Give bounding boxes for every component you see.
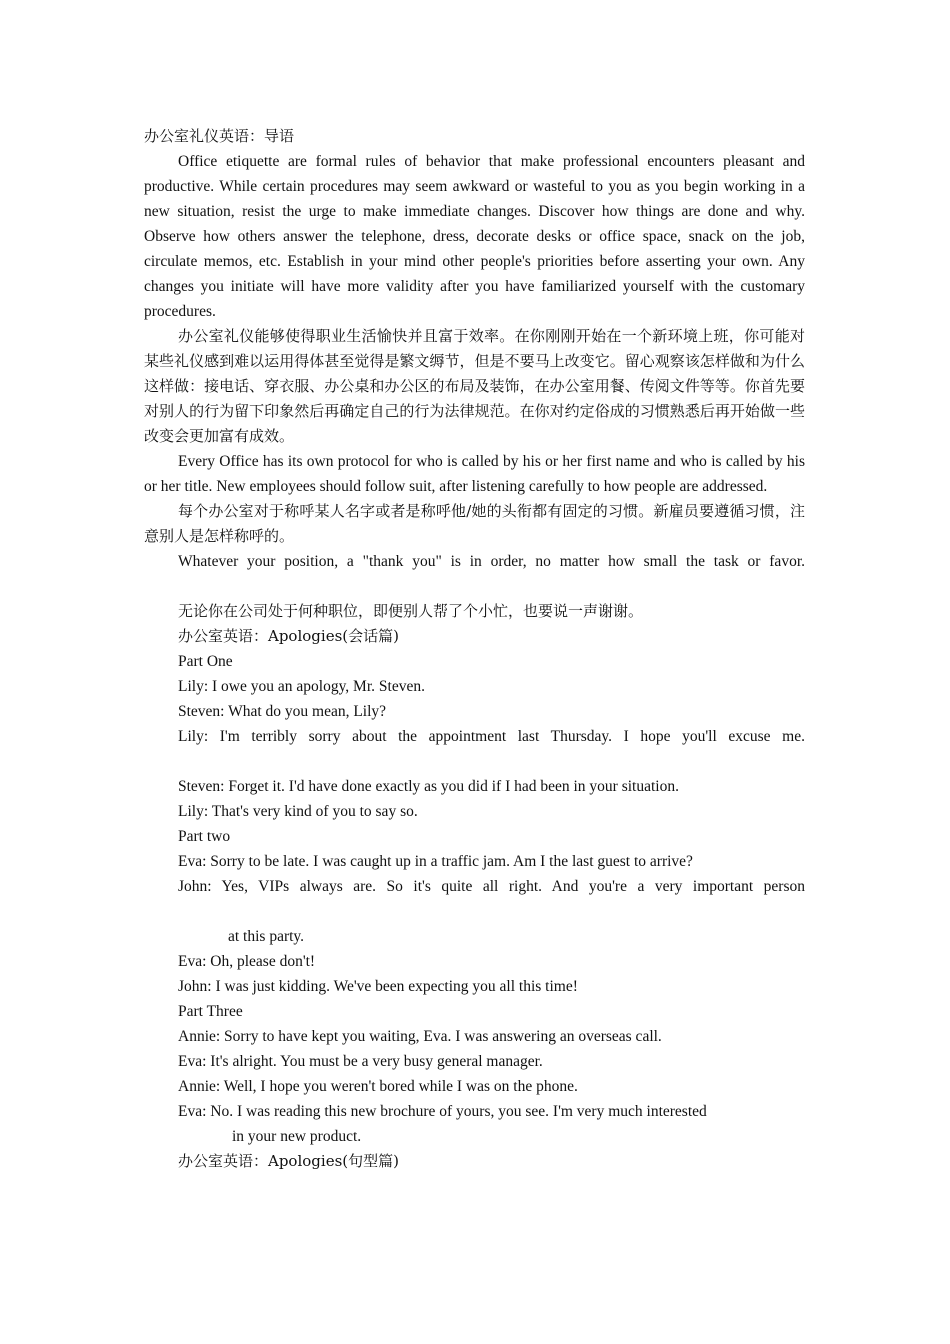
dialogue-line: Steven: Forget it. I'd have done exactly as you did if I had been in your situation.: [178, 778, 679, 795]
dialogue-line-continuation: at this party.: [228, 928, 305, 945]
dialogue-line: Annie: Well, I hope you weren't bored while I was on the phone.: [178, 1078, 578, 1095]
dialogue-line: Lily: I'm terribly sorry about the appointment last Thursday. I hope you'll excuse me.: [178, 728, 805, 745]
dialogue-line: Eva: It's alright. You must be a very busy general manager.: [178, 1053, 543, 1070]
part-two-label: Part two: [178, 828, 231, 845]
spacer: [144, 899, 805, 924]
dialogue-line: Eva: Sorry to be late. I was caught up in a traffic jam. Am I the last guest to arrive?: [178, 853, 693, 870]
thanks-paragraph-zh: 无论你在公司处于何种职位，即便别人帮了个小忙，也要说一声谢谢。: [178, 602, 644, 620]
dialogue-line: Eva: No. I was reading this new brochure of yours, you see. I'm very much interested: [178, 1103, 707, 1120]
dialogue-line: Annie: Sorry to have kept you waiting, Eva. I was answering an overseas call.: [178, 1028, 662, 1045]
dialogue-line: Steven: What do you mean, Lily?: [178, 703, 387, 720]
dialogue-line: Lily: I owe you an apology, Mr. Steven.: [178, 678, 425, 695]
dialogue-heading: 办公室英语：Apologies(会话篇): [178, 627, 399, 645]
document-body: [144, 124, 805, 1174]
document-title: 办公室礼仪英语：导语: [144, 127, 295, 145]
dialogue-line: John: Yes, VIPs always are. So it's quite all right. And you're a very important person: [178, 878, 805, 895]
names-paragraph-en: Every Office has its own protocol for who is called by his or her first name and who is called by his or her title. New employees should follow suit, after listening carefully to how people are addressed.: [144, 453, 805, 495]
dialogue-line: Lily: That's very kind of you to say so.: [178, 803, 418, 820]
names-paragraph-zh: 每个办公室对于称呼某人名字或者是称呼他/她的头衔都有固定的习惯。新雇员要遵循习惯，注意别人是怎样称呼的。: [144, 502, 805, 545]
dialogue-line-continuation: in your new product.: [232, 1128, 362, 1145]
intro-paragraph-en: Office etiquette are formal rules of behavior that make professional encounters pleasant and productive. While certain procedures may seem awkward or wasteful to you as you begin working in a new situation, resist the urge to make immediate changes. Discover how things are done and why. Observe how others answer the telephone, dress, decorate desks or office space, snack on the job, circulate memos, etc. Establish in your mind other people's priorities before asserting your own. Any changes you initiate will have more validity after you have familiarized yourself with the customary procedures.: [144, 153, 805, 320]
part-one-label: Part One: [178, 653, 233, 670]
dialogue-line: Eva: Oh, please don't!: [178, 953, 316, 970]
spacer: [144, 749, 805, 774]
part-three-label: Part Three: [178, 1003, 243, 1020]
closing-heading: 办公室英语：Apologies(句型篇): [178, 1152, 399, 1170]
dialogue-line: John: I was just kidding. We've been expecting you all this time!: [178, 978, 578, 995]
thanks-paragraph-en: Whatever your position, a "thank you" is in order, no matter how small the task or favor.: [178, 553, 805, 570]
intro-paragraph-zh: 办公室礼仪能够使得职业生活愉快并且富于效率。在你刚刚开始在一个新环境上班，你可能对某些礼仪感到难以运用得体甚至觉得是繁文缛节，但是不要马上改变它。留心观察该怎样做和为什么这样做：接电话、穿衣服、办公桌和办公区的布局及装饰，在办公室用餐、传阅文件等等。你首先要对别人的行为留下印象然后再确定自己的行为法律规范。在你对约定俗成的习惯熟悉后再开始做一些改变会更加富有成效。: [144, 327, 805, 445]
spacer: [144, 574, 805, 599]
